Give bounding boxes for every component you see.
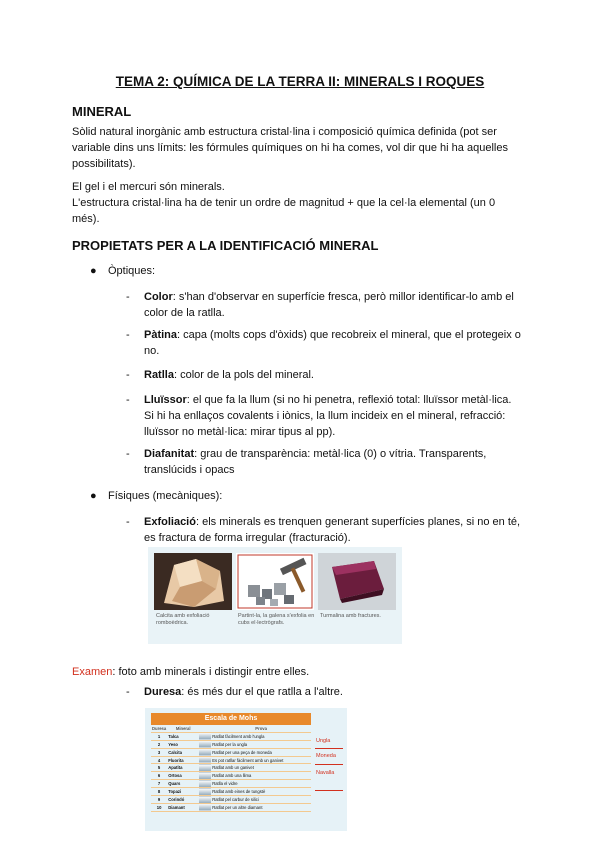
- mineral-name: Corindó: [167, 796, 199, 804]
- property-text: : és més dur el que ratlla a l'altre.: [181, 686, 343, 698]
- hardness-test: Ratllat amb un ganivet: [211, 764, 311, 772]
- property-term: Ratlla: [144, 369, 174, 381]
- mineral-note-structure: [72, 195, 528, 227]
- hardness-test: Ratllat pel carbur de silici: [211, 796, 311, 804]
- cleavage-figure: [148, 547, 402, 644]
- property-patina: - Pàtina: capa (molts cops d'òxids) que recobreix el mineral, que el protegeix o no.: [126, 327, 526, 359]
- hardness-value: 8: [151, 788, 167, 796]
- hardness-test: Ratllat per la ungla: [211, 740, 311, 748]
- property-text: : color de la pols del mineral.: [173, 369, 314, 381]
- figure-caption: Partint-la, la galena s'exfolia en cubs el·lectrògrafs.: [238, 613, 315, 626]
- property-text: : s'han d'observar en superfície fresca, però millor identificar-lo amb el: [172, 291, 514, 303]
- hardness-test: Ratllat fàcilment amb l'ungla: [211, 732, 311, 740]
- figure-caption: Turmalina amb fractures.: [320, 613, 381, 619]
- property-text: : grau de transparència: metàl·lica (0) o vítria. Transparents,: [194, 448, 487, 460]
- mohs-row: [151, 788, 311, 796]
- property-text: : capa (molts cops d'òxids) que recobreix el mineral, que el protegeix o: [177, 329, 521, 341]
- section-heading-properties: PROPIETATS PER A LA IDENTIFICACIÓ MINERAL: [72, 238, 379, 253]
- hardness-test: Ratllat per una peça de moneda: [211, 748, 311, 756]
- note-line: L'estructura cristal·lina ha de tenir un ordre de magnitud + que la cel·la elemental (un 0: [72, 197, 496, 209]
- property-exfoliacio: - Exfoliació: els minerals es trenquen generant superfícies planes, si no en té, es fractura de forma irregular (fracturació).: [126, 514, 526, 546]
- mohs-row: [151, 740, 311, 748]
- mohs-row: [151, 748, 311, 756]
- mineral-name: Topazi: [167, 788, 199, 796]
- hardness-bar: [199, 756, 211, 764]
- mohs-row: [151, 764, 311, 772]
- property-ratlla: - Ratlla: color de la pols del mineral.: [126, 369, 314, 381]
- hardness-value: 3: [151, 748, 167, 756]
- bullet-fisiques: ● Físiques (mecàniques):: [90, 490, 223, 502]
- hardness-bar: [199, 748, 211, 756]
- column-header: Prova: [211, 725, 311, 732]
- exam-text: : foto amb minerals i distingir entre elles.: [112, 666, 310, 678]
- property-term: Duresa: [144, 686, 182, 698]
- property-text: Si hi ha enllaços covalents i iònics, la llum incideix en el mineral, refracció:: [144, 410, 506, 422]
- hardness-test: Ratllat per un altre diamant: [211, 803, 311, 811]
- mohs-row: [151, 796, 311, 804]
- property-term: Diafanitat: [144, 448, 195, 460]
- hardness-bar: [199, 796, 211, 804]
- hardness-value: 5: [151, 764, 167, 772]
- property-color: - Color: s'han d'observar en superfície fresca, però millor identificar-lo amb el color de la ratlla.: [126, 289, 526, 321]
- mohs-row: [151, 780, 311, 788]
- property-term: Color: [144, 291, 173, 303]
- mohs-scale-figure: [145, 708, 347, 831]
- hardness-value: 9: [151, 796, 167, 804]
- property-duresa: - Duresa: és més dur el que ratlla a l'altre.: [126, 686, 343, 698]
- side-divider: [315, 748, 343, 749]
- hardness-bar: [199, 780, 211, 788]
- note-line: més).: [72, 213, 100, 225]
- definition-line: variable dins uns límits: les fórmules químiques on hi ha comes, vol dir que hi ha aquelles: [72, 142, 508, 154]
- mineral-name: Fluorita: [167, 756, 199, 764]
- mineral-name: Quars: [167, 780, 199, 788]
- bullet-label: Físiques (mecàniques):: [108, 490, 223, 502]
- mohs-row: [151, 803, 311, 811]
- definition-line: Sòlid natural inorgànic amb estructura cristal·lina i composició química definida (pot ser: [72, 126, 497, 138]
- side-divider: [315, 764, 343, 765]
- bullet-optiques: ● Òptiques:: [90, 265, 156, 277]
- column-header: Mineral: [167, 725, 199, 732]
- property-text: : els minerals es trenquen generant superfícies planes, si no en té,: [195, 516, 521, 528]
- exam-note: [72, 664, 528, 680]
- column-header-spacer: [199, 725, 211, 732]
- calcite-photo: [154, 553, 232, 610]
- mohs-body: [151, 732, 311, 811]
- hardness-value: 6: [151, 772, 167, 780]
- mohs-row: [151, 772, 311, 780]
- side-label: Ungla: [316, 738, 331, 744]
- property-text: es fractura de forma irregular (fracturació).: [144, 532, 351, 544]
- property-text: translúcids i opacs: [144, 464, 235, 476]
- hardness-value: 10: [151, 803, 167, 811]
- mohs-row: [151, 732, 311, 740]
- mohs-row: [151, 756, 311, 764]
- side-divider: [315, 790, 343, 791]
- property-term: Exfoliació: [144, 516, 196, 528]
- mineral-name: Diamant: [167, 803, 199, 811]
- property-term: Lluïssor: [144, 394, 187, 406]
- property-lluissor: - Lluïssor: el que fa la llum (si no hi penetra, reflexió total: lluïssor metàl·lica. Si hi ha enllaços covalents i iònics, la llum incideix en el mineral, refracció: lluïssor no metàl·lica: mirar tipus al pp).: [126, 392, 526, 440]
- mineral-definition: [72, 124, 528, 172]
- hardness-bar: [199, 740, 211, 748]
- hardness-value: 7: [151, 780, 167, 788]
- hardness-test: Es pot ratllar fàcilment amb un ganivet: [211, 756, 311, 764]
- hardness-test: Ratllat amb eines de tungstè: [211, 788, 311, 796]
- hardness-value: 2: [151, 740, 167, 748]
- mineral-name: Talca: [167, 732, 199, 740]
- mineral-name: Yeso: [167, 740, 199, 748]
- property-text: : el que fa la llum (si no hi penetra, reflexió total: lluïssor metàl·lica.: [186, 394, 512, 406]
- section-heading-mineral: MINERAL: [72, 104, 132, 119]
- side-label: Navalla: [316, 770, 335, 776]
- property-text: color de la ratlla.: [144, 307, 225, 319]
- mohs-header-row: [151, 725, 311, 732]
- column-header: Duresa: [152, 725, 167, 731]
- mohs-table: [151, 725, 311, 812]
- tourmaline-photo: [318, 553, 396, 610]
- property-text: no.: [144, 345, 160, 357]
- page-title: TEMA 2: QUÍMICA DE LA TERRA II: MINERALS I ROQUES: [115, 74, 485, 89]
- definition-line: possibilitats).: [72, 158, 136, 170]
- mohs-title: Escala de Mohs: [151, 713, 311, 725]
- figure-caption: Calcita amb exfoliació romboèdrica.: [156, 613, 210, 626]
- mineral-note: El gel i el mercuri són minerals.: [72, 181, 225, 193]
- mineral-name: Ortosa: [167, 772, 199, 780]
- hardness-bar: [199, 772, 211, 780]
- hardness-bar: [199, 803, 211, 811]
- galena-photo: [236, 553, 314, 610]
- hardness-bar: [199, 732, 211, 740]
- hardness-test: Ratllat amb una llima: [211, 772, 311, 780]
- bullet-label: Òptiques:: [108, 265, 156, 277]
- property-text: lluïssor no metàl·lica: mirar tipus al pp).: [144, 426, 336, 438]
- property-diafanitat: - Diafanitat: grau de transparència: metàl·lica (0) o vítria. Transparents, translúcids i opacs: [126, 446, 526, 478]
- hardness-test: Ratlla el vidre: [211, 780, 311, 788]
- hardness-value: 1: [151, 732, 167, 740]
- hardness-bar: [199, 788, 211, 796]
- hardness-value: 4: [151, 756, 167, 764]
- exam-label: Examen: [72, 666, 113, 678]
- side-label: Moneda: [316, 753, 336, 759]
- mineral-name: Calcita: [167, 748, 199, 756]
- hardness-bar: [199, 764, 211, 772]
- mineral-name: Apatita: [167, 764, 199, 772]
- property-term: Pàtina: [144, 329, 178, 341]
